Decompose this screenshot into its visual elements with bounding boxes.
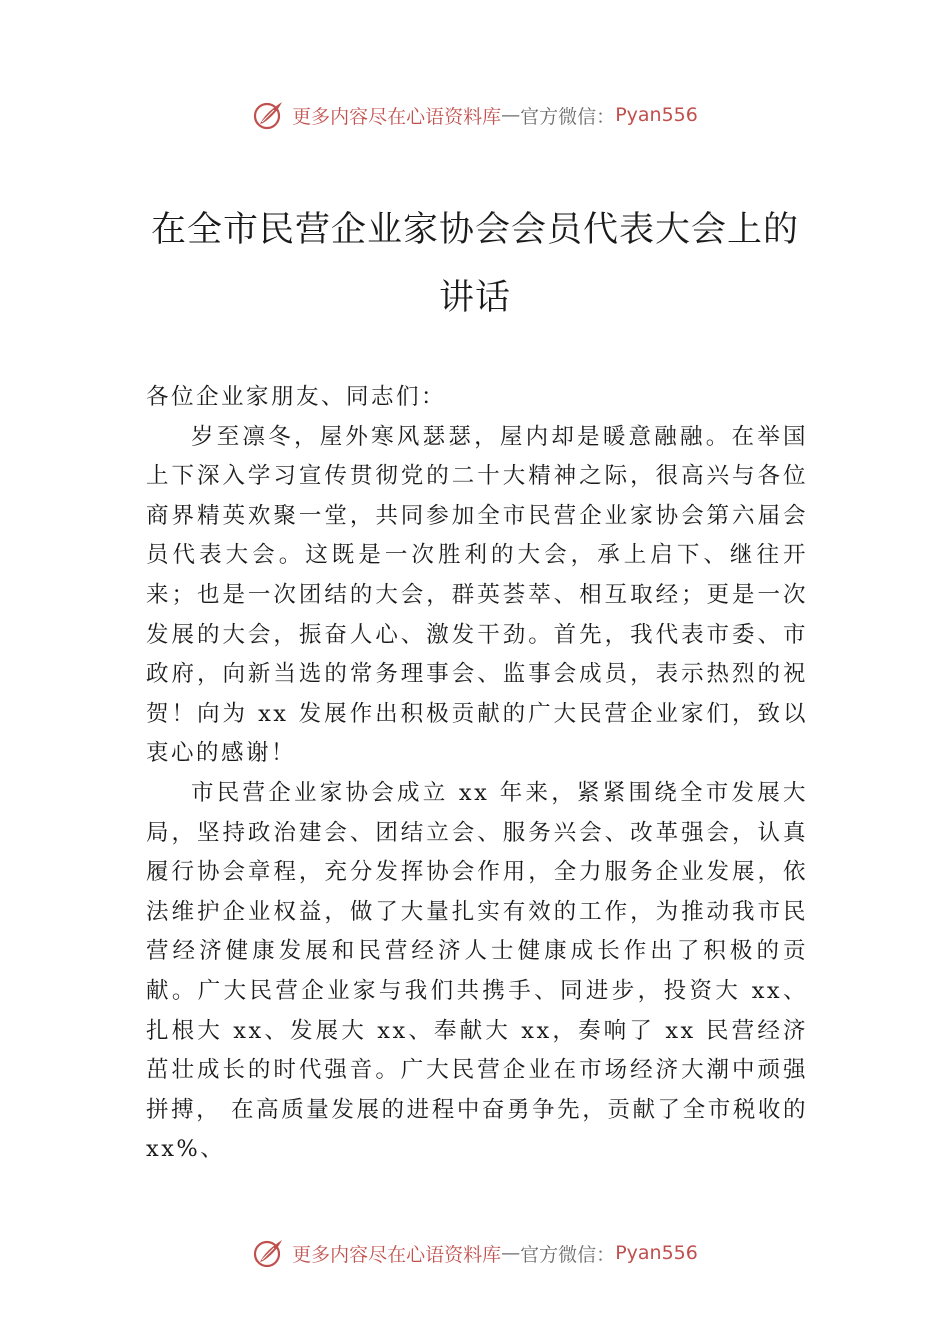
watermark-wechat-id: Pyan556	[615, 104, 698, 126]
body-paragraph: 市民营企业家协会成立 xx 年来，紧紧围绕全市发展大局，坚持政治建会、团结立会、服务兴会、改革强会，认真履行协会章程，充分发挥协会作用，全力服务企业发展，依法维护企业权益，做了大量扎实有效的工作，为推动我市民营经济健康发展和民营经济人士健康成长作出了积极的贡献。广大民营企业家与我们共携手、同进步，投资大 xx、扎根大 xx、发展大 xx、奉献大 xx，奏响了 xx 民营经济茁壮成长的时代强音。广大民营企业在市场经济大潮中顽强拼搏， 在高质量发展的进程中奋勇争先，贡献了全市税收的 xx%、	[146, 779, 808, 1163]
watermark-label: 官方微信：	[520, 105, 616, 128]
document-title-line-2: 讲话	[438, 278, 511, 318]
watermark-separator: —	[501, 1242, 521, 1264]
watermark-label: 官方微信：	[520, 1243, 616, 1266]
body-paragraph: 岁至凛冬，屋外寒风瑟瑟，屋内却是暖意融融。在举国上下深入学习宣传贯彻党的二十大精神之际，很高兴与各位商界精英欢聚一堂，共同参加全市民营企业家协会第六届会员代表大会。这既是一次胜利的大会，承上启下、继往开来；也是一次团结的大会，群英荟萃、相互取经；更是一次发展的大会，振奋人心、激发干劲。首先，我代表市委、市政府，向新当选的常务理事会、监事会成员，表示热烈的祝贺！向为 xx 发展作出积极贡献的广大民营企业家们，致以衷心的感谢！	[146, 423, 808, 767]
watermark-wechat-id: Pyan556	[615, 1242, 698, 1264]
quill-pen-logo-icon	[252, 1236, 286, 1270]
watermark-brand-text: 更多内容尽在心语资料库	[292, 1243, 502, 1266]
document-title-line-1: 在全市民营企业家协会会员代表大会上的	[150, 210, 799, 250]
quill-pen-logo-icon	[252, 98, 286, 132]
salutation: 各位企业家朋友、同志们：	[146, 384, 447, 410]
header-watermark	[0, 95, 950, 135]
document-body	[146, 378, 808, 1170]
watermark-separator: —	[501, 104, 521, 126]
footer-watermark	[0, 1233, 950, 1273]
watermark-brand-text: 更多内容尽在心语资料库	[292, 105, 502, 128]
